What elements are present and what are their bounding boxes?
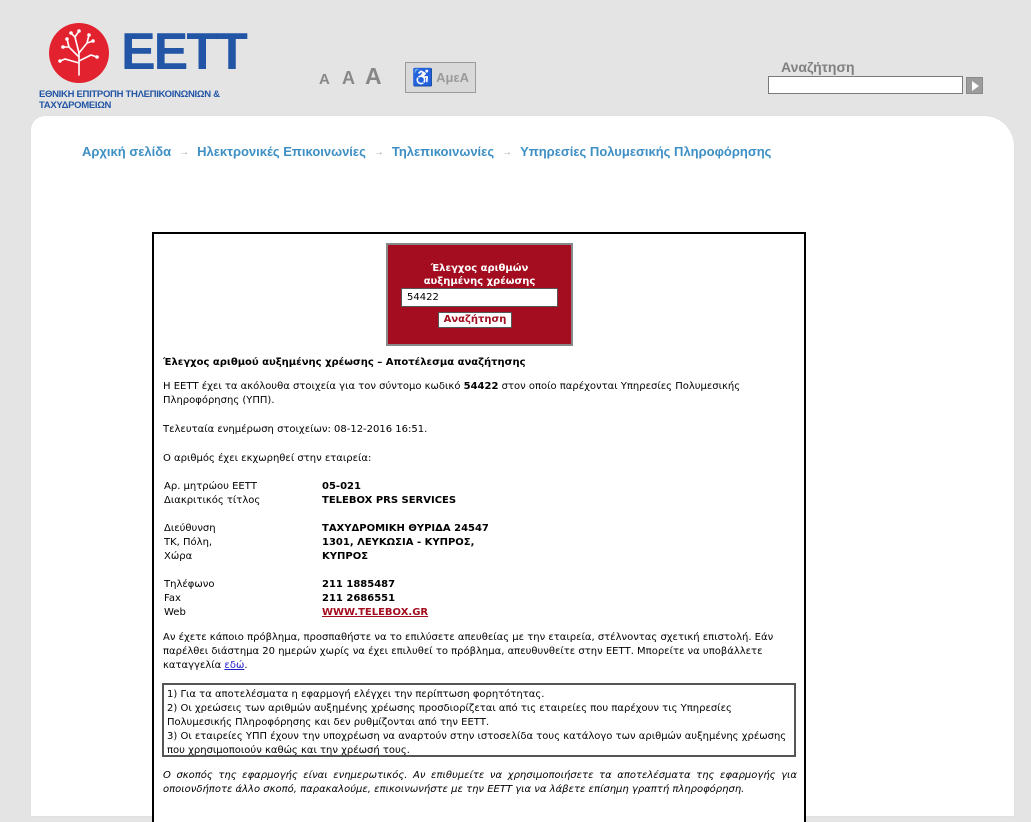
complaint-link[interactable]: εδώ bbox=[224, 660, 245, 671]
intro-code: 54422 bbox=[463, 381, 499, 392]
last-update: Τελευταία ενημέρωση στοιχείων: 08-12-2016 16:51. bbox=[163, 424, 428, 435]
site-header bbox=[0, 0, 1031, 116]
site-search-input[interactable] bbox=[768, 76, 963, 94]
disclaimer: Ο σκοπός της εφαρμογής είναι ενημερωτικός. Αν επιθυμείτε να χρησιμοποιήσετε τα αποτελέσματα της εφαρμογής για οποιονδήποτε άλλο σκοπό, παρακαλούμε, επικοινωνήστε με την ΕΕΤΤ για να λάβετε επίσημη γραπτή πληροφόρηση. bbox=[163, 770, 797, 795]
problem-text-before: Αν έχετε κάποιο πρόβλημα, προσπαθήστε να το επιλύσετε απευθείας με την εταιρεία, στέλνοντας σχετική επιστολή. Εάν παρέλθει διάστημα 20 ημερών χωρίς να έχει επιλυθεί το πρόβλημα, απευθυνθείτε στην ΕΕΤΤ. Μπορείτε να υποβάλλετε καταγγελία bbox=[163, 632, 774, 671]
wheelchair-icon: ♿ bbox=[411, 67, 434, 87]
accessibility-button[interactable] bbox=[405, 62, 476, 93]
arrow-right-icon bbox=[972, 81, 979, 91]
note-item: 1) Για τα αποτελέσματα η εφαρμογή ελέγχει την περίπτωση φορητότητας. bbox=[167, 689, 545, 700]
number-check-title-line1: Έλεγχος αριθμών bbox=[430, 263, 529, 274]
fax-value: 211 2686551 bbox=[322, 593, 396, 604]
search-submit-button[interactable] bbox=[966, 77, 983, 94]
font-size-small-button[interactable]: A bbox=[319, 71, 330, 88]
phone-value: 211 1885487 bbox=[322, 579, 396, 590]
result-heading: Έλεγχος αριθμού αυξημένης χρέωσης – Αποτέλεσμα αναζήτησης bbox=[163, 357, 526, 368]
intro-text-before: Η ΕΕΤΤ έχει τα ακόλουθα στοιχεία για τον σύντομο κωδικό bbox=[163, 381, 464, 392]
website-link[interactable]: WWW.TELEBOX.GR bbox=[322, 607, 429, 618]
title-label: Διακριτικός τίτλος bbox=[164, 495, 261, 506]
note-item: 2) Οι χρεώσεις των αριθμών αυξημένης χρέωσης προσδιορίζεται από τις εταιρείες που παρέχουν τις Υπηρεσίες Πολυμεσικής Πληροφόρησης και δεν ρυθμίζονται από την ΕΕΤΤ. bbox=[167, 703, 732, 728]
phone-label: Τηλέφωνο bbox=[164, 579, 215, 590]
notes-box bbox=[162, 683, 796, 757]
country-label: Χώρα bbox=[164, 551, 193, 562]
address-label: Διεύθυνση bbox=[164, 523, 216, 534]
result-box bbox=[152, 232, 806, 822]
number-check-title bbox=[388, 262, 571, 288]
accessibility-label: ΑμεΑ bbox=[436, 70, 470, 85]
number-check-title-line2: αυξημένης χρέωσης bbox=[423, 276, 536, 287]
fax-label: Fax bbox=[164, 593, 181, 604]
note-item: 3) Οι εταιρείες ΥΠΠ έχουν την υποχρέωση να αναρτούν στην ιστοσελίδα τους κατάλογο των αριθμών αυξημένης χρέωσης που χρησιμοποιούν καθώς και την χρέωσή τους. bbox=[167, 731, 787, 756]
city-value: 1301, ΛΕΥΚΩΣΙΑ - ΚΥΠΡΟΣ, bbox=[322, 537, 475, 548]
font-size-large-button[interactable]: A bbox=[365, 63, 382, 89]
breadcrumb-arrow-icon: → bbox=[179, 147, 190, 158]
number-check-form bbox=[386, 243, 573, 346]
problem-text-after: . bbox=[244, 660, 248, 671]
breadcrumb-home[interactable]: Αρχική σελίδα bbox=[82, 144, 172, 159]
tree-icon bbox=[49, 23, 109, 83]
number-input[interactable]: 54422 bbox=[401, 288, 558, 307]
result-intro bbox=[163, 380, 783, 408]
breadcrumb-electronic-communications[interactable]: Ηλεκτρονικές Επικοινωνίες bbox=[197, 144, 366, 159]
assigned-text: Ο αριθμός έχει εκχωρηθεί στην εταιρεία: bbox=[163, 453, 372, 464]
city-label: ΤΚ, Πόλη, bbox=[164, 537, 213, 548]
logo-text: ΕΕΤΤ bbox=[121, 23, 246, 81]
title-value: TELEBOX PRS SERVICES bbox=[322, 495, 457, 506]
breadcrumb-telecommunications[interactable]: Τηλεπικοινωνίες bbox=[391, 144, 495, 159]
intro-text-after: στον οποίο παρέχονται Υπηρεσίες Πολυμεσικής Πληροφόρησης (ΥΠΠ). bbox=[163, 381, 741, 406]
number-search-button[interactable]: Αναζήτηση bbox=[438, 312, 512, 328]
search-label: Αναζήτηση bbox=[781, 59, 855, 75]
country-value: ΚΥΠΡΟΣ bbox=[322, 551, 369, 562]
registry-value: 05-021 bbox=[322, 481, 361, 492]
registry-label: Αρ. μητρώου ΕΕΤΤ bbox=[164, 481, 257, 492]
breadcrumb bbox=[82, 144, 771, 159]
problem-text bbox=[163, 631, 797, 673]
web-label: Web bbox=[164, 607, 186, 618]
eett-logo[interactable] bbox=[37, 20, 277, 111]
web-value bbox=[322, 606, 428, 620]
breadcrumb-arrow-icon: → bbox=[502, 147, 513, 158]
address-value: ΤΑΧΥΔΡΟΜΙΚΗ ΘΥΡΙΔΑ 24547 bbox=[322, 523, 489, 534]
breadcrumb-arrow-icon: → bbox=[373, 147, 384, 158]
breadcrumb-multimedia-services[interactable]: Υπηρεσίες Πολυμεσικής Πληροφόρησης bbox=[520, 144, 772, 159]
font-size-medium-button[interactable]: A bbox=[342, 68, 355, 88]
logo-subtitle: ΕΘΝΙΚΗ ΕΠΙΤΡΟΠΗ ΤΗΛΕΠΙΚΟΙΝΩΝΙΩΝ & ΤΑΧΥΔΡΟΜΕΙΩΝ bbox=[39, 89, 220, 111]
